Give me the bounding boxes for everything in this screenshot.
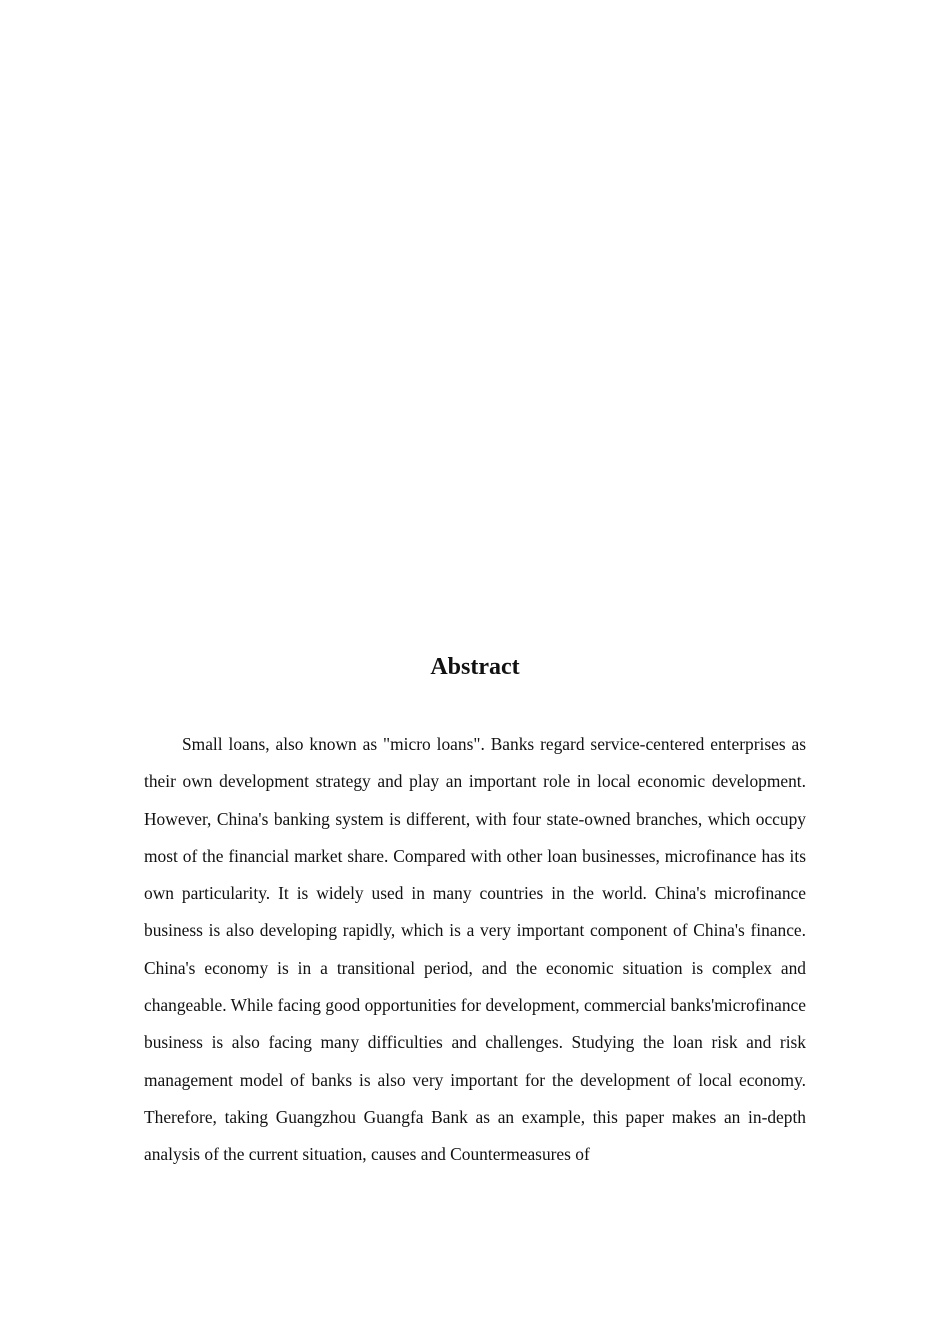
abstract-paragraph: Small loans, also known as "micro loans". Banks regard service-centered enterprises as their own development strategy and play an important role in local economic development. However, China's banking system is different, with four state-owned branches, which occupy most of the financial market share. Compared with other loan businesses, microfinance has its own particularity. It is widely used in many countries in the world. China's microfinance business is also developing rapidly, which is a very important component of China's finance. China's economy is in a transitional period, and the economic situation is complex and changeable. While facing good opportunities for development, commercial banks'microfinance business is also facing many difficulties and challenges. Studying the loan risk and risk management model of banks is also very important for the development of local economy. Therefore, taking Guangzhou Guangfa Bank as an example, this paper makes an in-depth analysis of the current situation, causes and Countermeasures of [144,734,806,1165]
abstract-heading: Abstract [430,654,520,680]
